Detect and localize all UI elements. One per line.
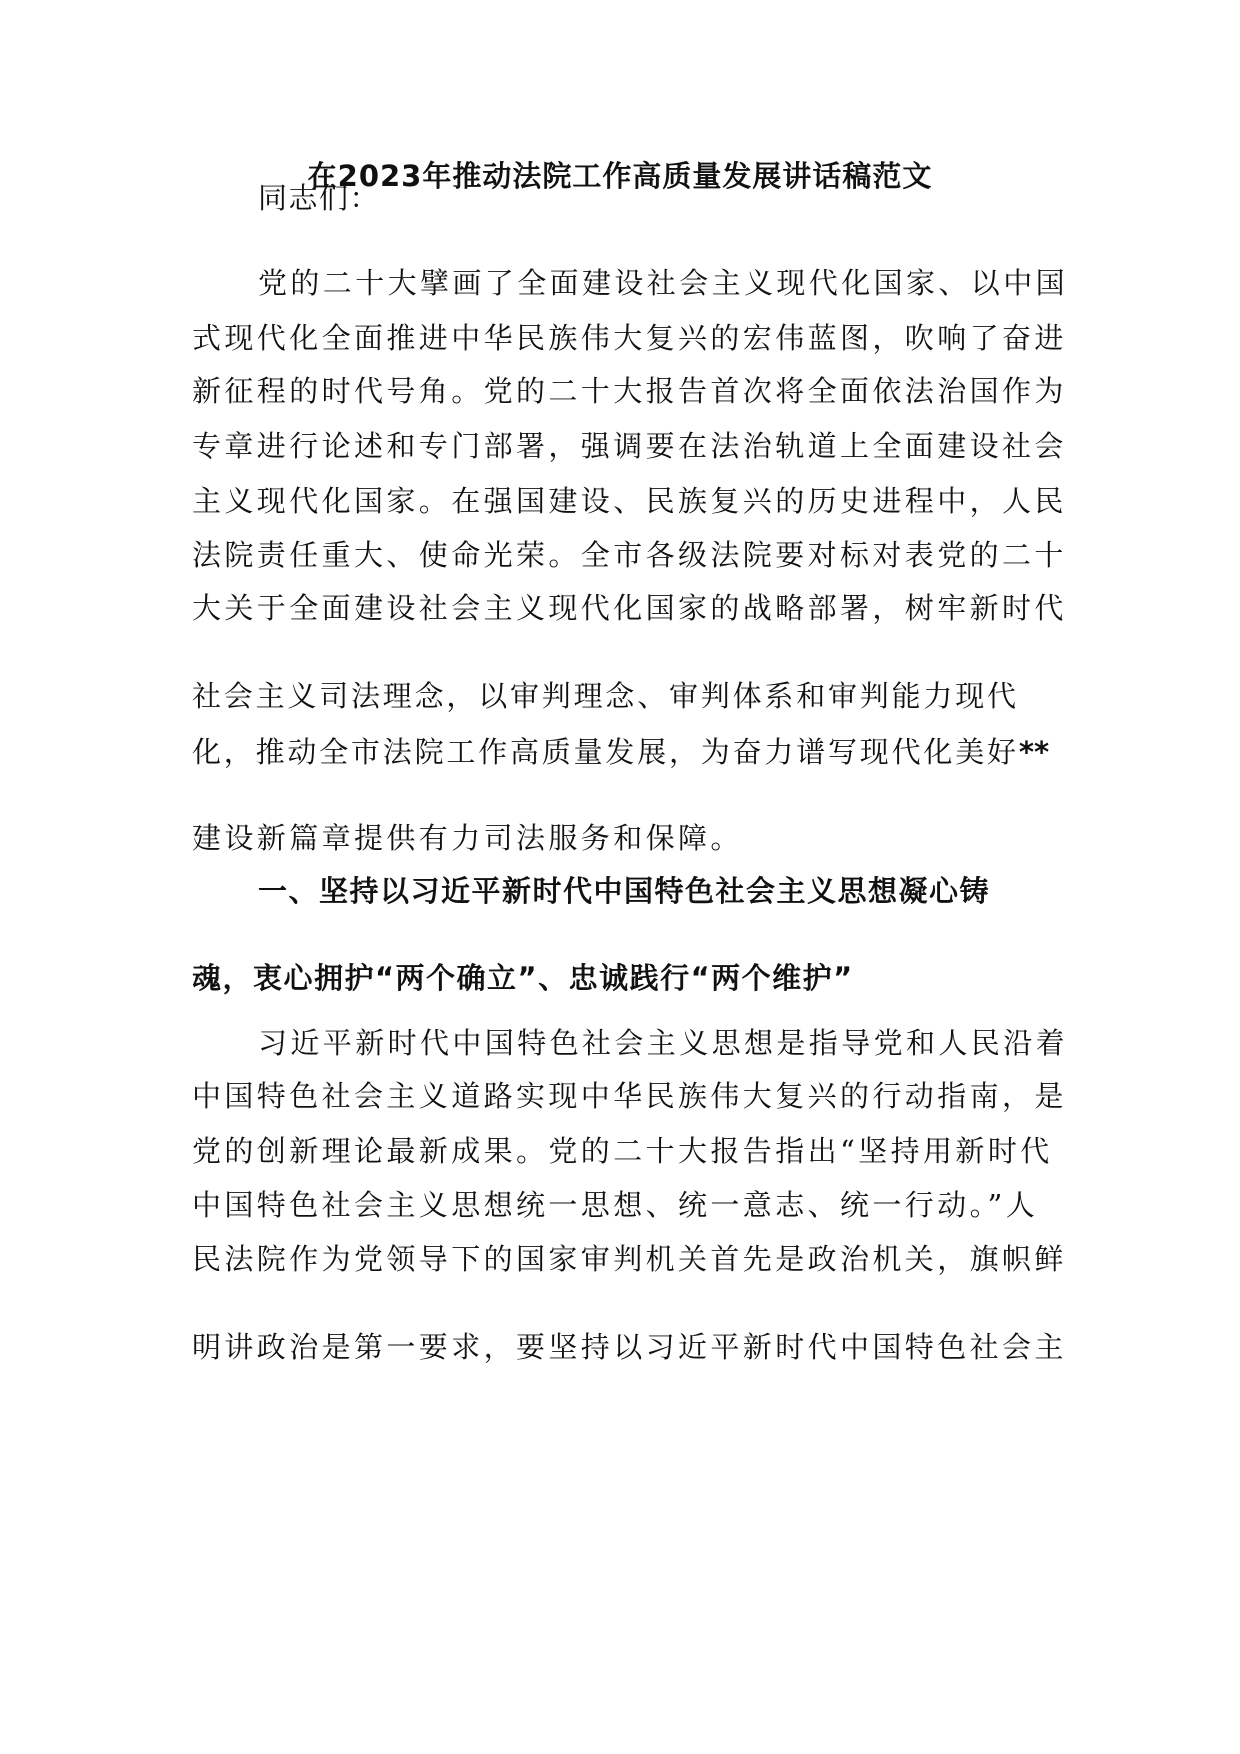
paragraph-line	[192, 734, 1050, 770]
paragraph-line: 明讲政治是第一要求，要坚持以习近平新时代中国特色社会主	[192, 1330, 1067, 1364]
salutation: 同志们：	[258, 181, 381, 215]
paragraph-line: 法院责任重大、使命光荣。全市各级法院要对标对表党的二十	[192, 538, 1067, 572]
paragraph-line: 大关于全面建设社会主义现代化国家的战略部署，树牢新时代	[192, 591, 1067, 625]
paragraph-line: 党的创新理论最新成果。党的二十大报告指出“坚持用新时代	[192, 1134, 1053, 1168]
section-heading: 魂，衷心拥护“两个确立”、忠诚践行“两个维护”	[192, 961, 854, 995]
paragraph-line: 社会主义司法理念，以审判理念、审判体系和审判能力现代	[192, 679, 1019, 713]
paragraph-line: 主义现代化国家。在强国建设、民族复兴的历史进程中，人民	[192, 484, 1067, 518]
document-title: 在2023年推动法院工作高质量发展讲话稿范文	[307, 159, 933, 193]
paragraph-line: 新征程的时代号角。党的二十大报告首次将全面依法治国作为	[192, 374, 1067, 408]
paragraph-line: 中国特色社会主义道路实现中华民族伟大复兴的行动指南，是	[192, 1079, 1067, 1113]
line-text: 化，推动全市法院工作高质量发展，为奋力谱写现代化美好	[192, 735, 1019, 769]
paragraph-line: 专章进行论述和专门部署，强调要在法治轨道上全面建设社会	[192, 429, 1067, 463]
redacted-mark: **	[1018, 735, 1050, 769]
paragraph-line: 式现代化全面推进中华民族伟大复兴的宏伟蓝图，吹响了奋进	[192, 321, 1067, 355]
paragraph-line: 建设新篇章提供有力司法服务和保障。	[192, 821, 743, 855]
paragraph-line: 党的二十大擘画了全面建设社会主义现代化国家、以中国	[258, 266, 1069, 300]
paragraph-line: 习近平新时代中国特色社会主义思想是指导党和人民沿着	[258, 1026, 1069, 1060]
paragraph-line: 中国特色社会主义思想统一思想、统一意志、统一行动。”人	[192, 1188, 1039, 1222]
paragraph-line: 民法院作为党领导下的国家审判机关首先是政治机关，旗帜鲜	[192, 1242, 1067, 1276]
section-heading: 一、坚持以习近平新时代中国特色社会主义思想凝心铸	[258, 874, 991, 908]
